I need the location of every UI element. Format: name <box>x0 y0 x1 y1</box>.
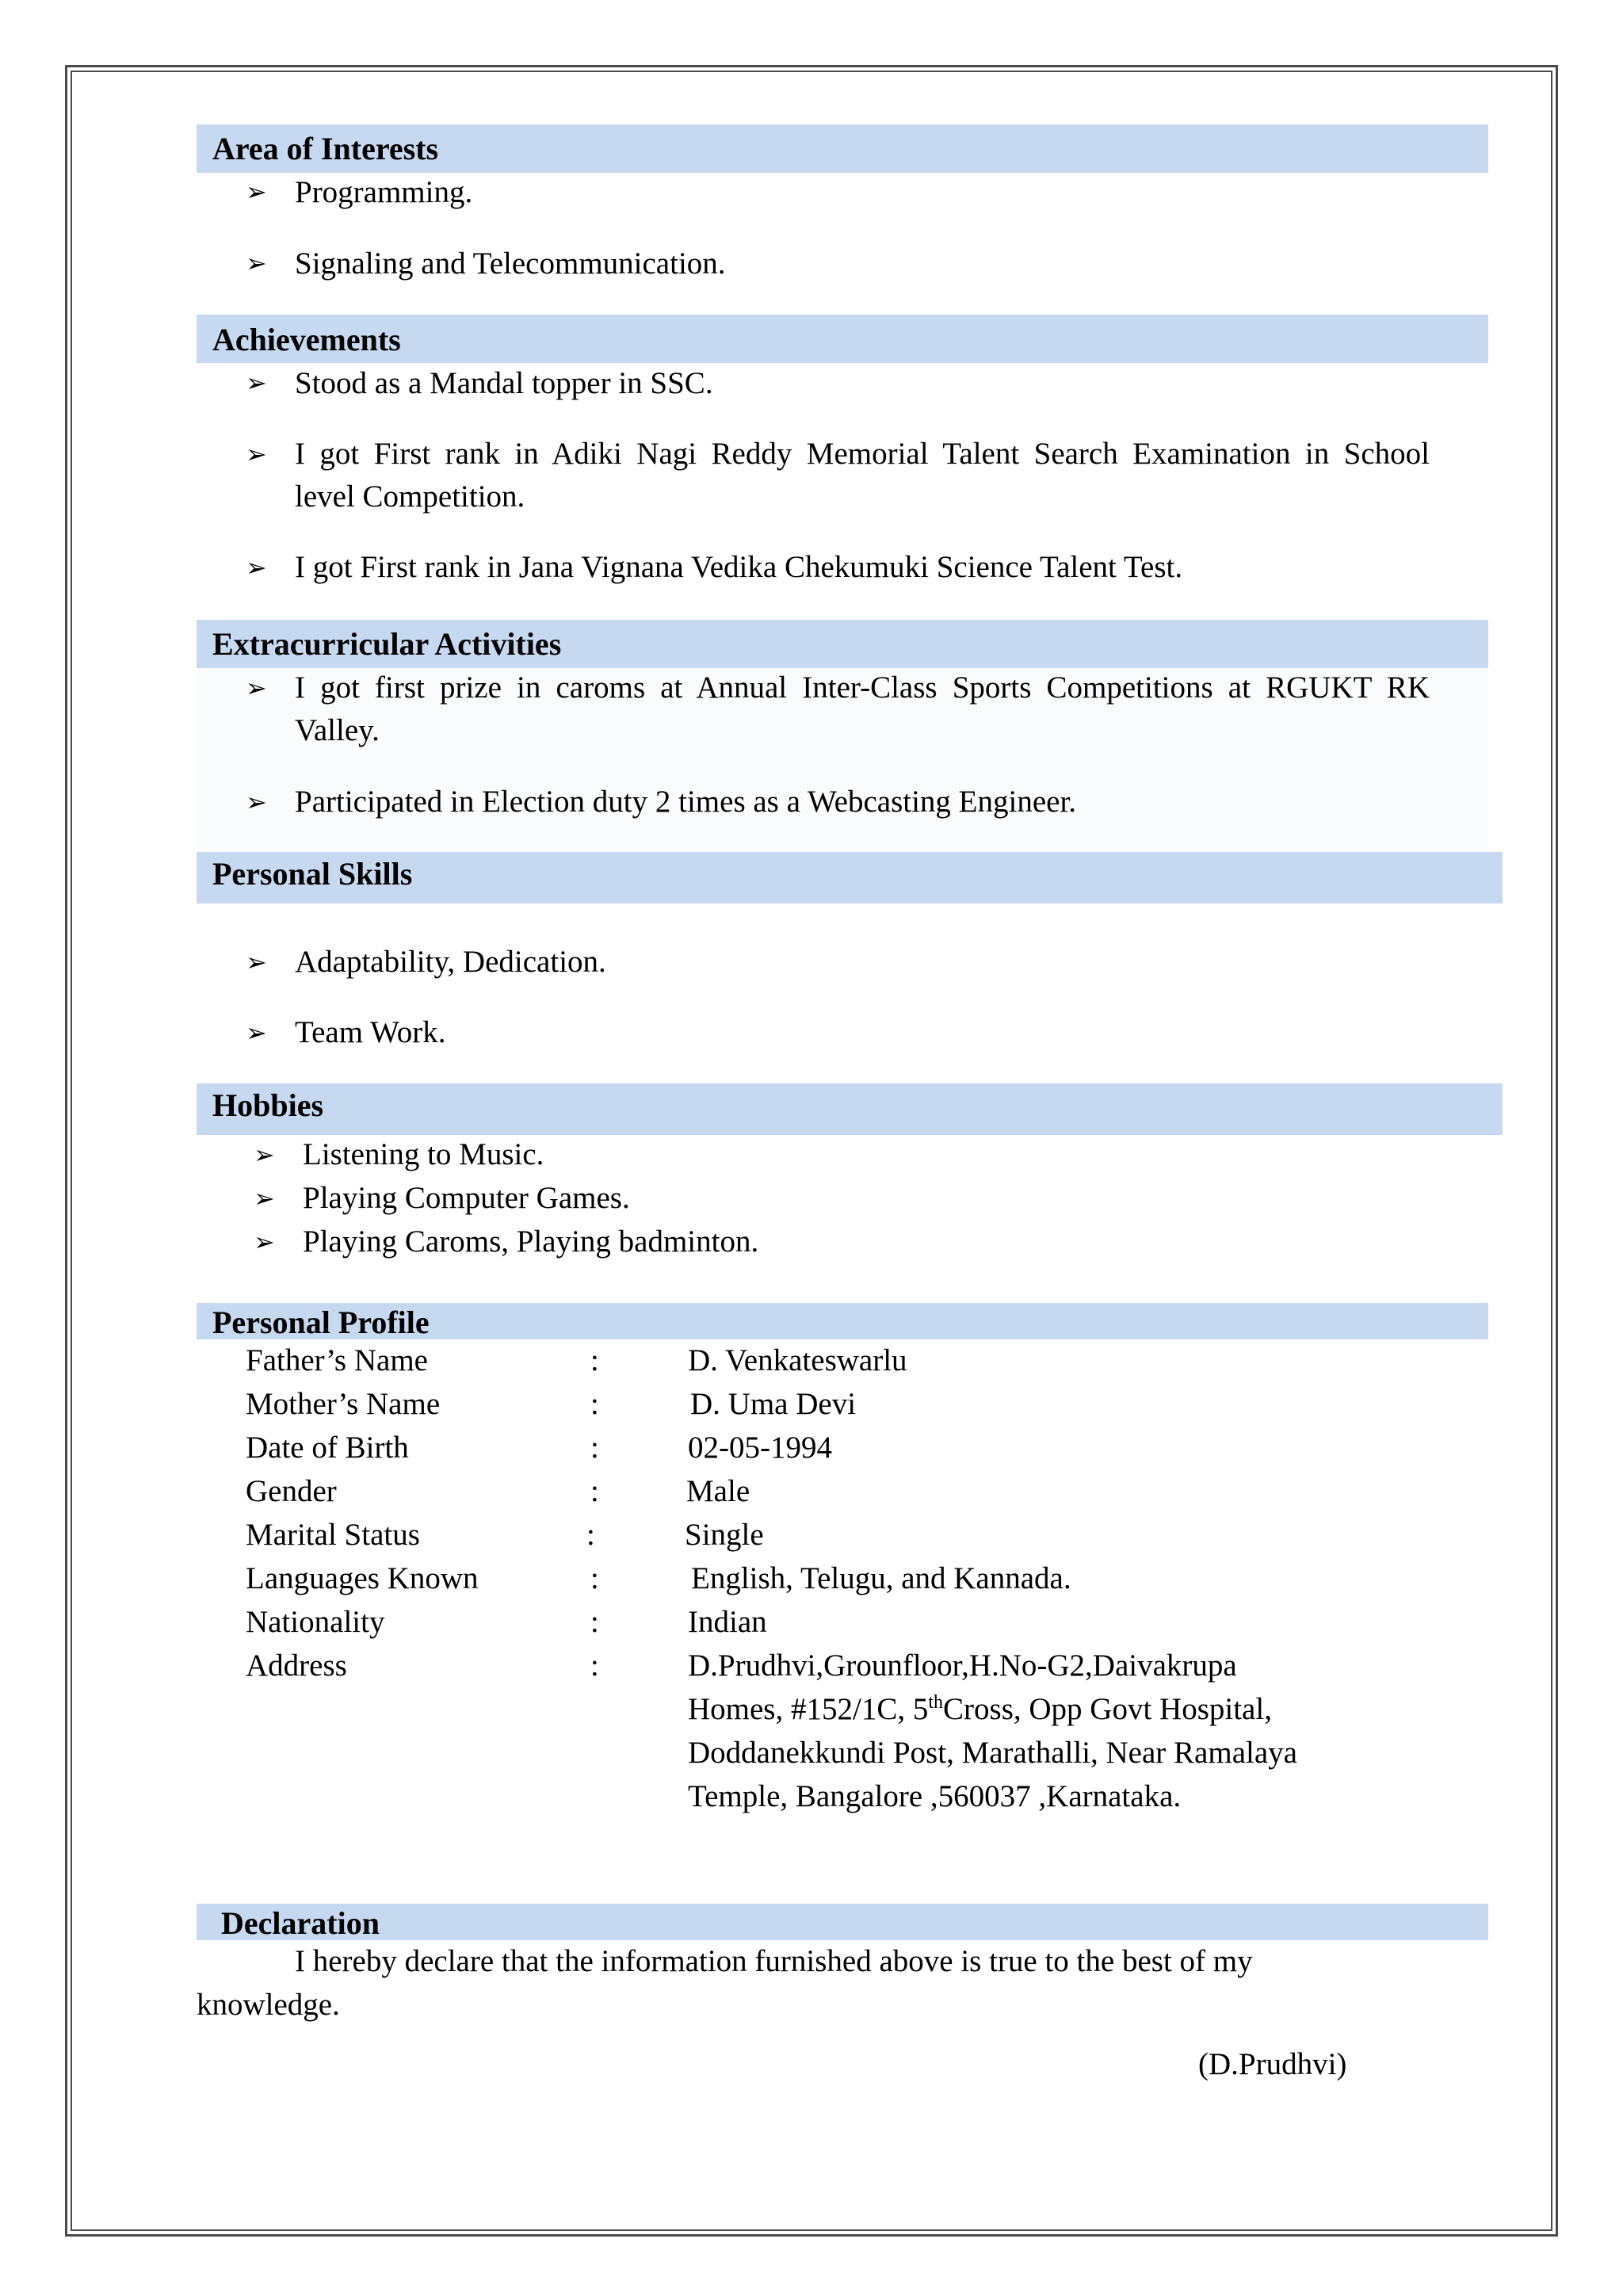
list-item: Team Work. <box>295 1015 446 1049</box>
profile-separator: : <box>586 1518 595 1552</box>
list-item-continuation: Valley. <box>295 713 380 747</box>
profile-separator: : <box>590 1561 599 1595</box>
profile-separator: : <box>590 1431 599 1465</box>
bullet-arrow-icon: ➢ <box>246 178 267 206</box>
address-text: Cross, Opp Govt Hospital, <box>943 1692 1272 1726</box>
profile-value: Male <box>686 1474 750 1508</box>
profile-label: Father’s Name <box>246 1343 428 1377</box>
list-item: Playing Computer Games. <box>303 1181 630 1215</box>
section-header-hobbies <box>197 1083 1503 1135</box>
profile-label: Mother’s Name <box>246 1387 441 1421</box>
signature: (D.Prudhvi) <box>1198 2047 1347 2081</box>
profile-value: Single <box>685 1518 764 1552</box>
profile-label: Address <box>246 1648 347 1683</box>
bullet-arrow-icon: ➢ <box>254 1140 275 1169</box>
profile-label: Languages Known <box>246 1561 479 1595</box>
address-line: Temple, Bangalore ,560037 ,Karnataka. <box>688 1779 1182 1813</box>
profile-value: D. Uma Devi <box>690 1387 857 1421</box>
profile-separator: : <box>590 1605 599 1639</box>
list-item: Programming. <box>295 175 473 209</box>
section-title-declaration: Declaration <box>221 1905 380 1941</box>
section-title-profile: Personal Profile <box>212 1305 430 1340</box>
profile-value: Indian <box>688 1605 767 1639</box>
list-item: I got first prize in caroms at Annual Inter-Class Sports Competitions at RGUKT RK <box>295 670 1430 705</box>
profile-value: D. Venkateswarlu <box>688 1343 907 1377</box>
bullet-arrow-icon: ➢ <box>246 249 267 277</box>
address-line <box>688 1694 1272 1725</box>
list-item: Playing Caroms, Playing badminton. <box>303 1224 759 1259</box>
bullet-arrow-icon: ➢ <box>246 948 267 976</box>
bullet-arrow-icon: ➢ <box>246 788 267 816</box>
declaration-text: I hereby declare that the information furnished above is true to the best of my <box>295 1944 1253 1978</box>
section-header-declaration <box>197 1904 1488 1940</box>
profile-value: English, Telugu, and Kannada. <box>691 1561 1071 1595</box>
bullet-arrow-icon: ➢ <box>246 1018 267 1047</box>
address-text: Homes, #152/1C, 5 <box>688 1692 929 1726</box>
profile-separator: : <box>590 1648 599 1683</box>
profile-value: 02-05-1994 <box>688 1431 832 1465</box>
bullet-arrow-icon: ➢ <box>246 369 267 397</box>
list-item: Participated in Election duty 2 times as a Webcasting Engineer. <box>295 785 1077 819</box>
list-item: Signaling and Telecommunication. <box>295 246 726 281</box>
list-item: I got First rank in Jana Vignana Vedika Chekumuki Science Talent Test. <box>295 550 1183 584</box>
bullet-arrow-icon: ➢ <box>246 553 267 582</box>
declaration-text-continuation: knowledge. <box>197 1988 340 2022</box>
section-title-interests: Area of Interests <box>212 131 439 166</box>
list-item-continuation: level Competition. <box>295 479 525 514</box>
bullet-arrow-icon: ➢ <box>246 674 267 702</box>
list-item: I got First rank in Adiki Nagi Reddy Memorial Talent Search Examination in School <box>295 437 1430 471</box>
bullet-arrow-icon: ➢ <box>254 1184 275 1213</box>
list-item: Adaptability, Dedication. <box>295 945 606 979</box>
address-superscript: th <box>928 1692 944 1713</box>
address-line: Doddanekkundi Post, Marathalli, Near Ramalaya <box>688 1736 1297 1770</box>
profile-label: Nationality <box>246 1605 385 1639</box>
section-title-skills: Personal Skills <box>212 856 413 892</box>
profile-separator: : <box>590 1343 599 1377</box>
section-title-extracurricular: Extracurricular Activities <box>212 626 562 662</box>
bullet-arrow-icon: ➢ <box>254 1228 275 1256</box>
profile-separator: : <box>590 1474 599 1508</box>
profile-label: Date of Birth <box>246 1431 409 1465</box>
bullet-arrow-icon: ➢ <box>246 440 267 468</box>
list-item: Stood as a Mandal topper in SSC. <box>295 366 713 400</box>
profile-separator: : <box>590 1387 599 1421</box>
list-item: Listening to Music. <box>303 1137 544 1171</box>
profile-label: Marital Status <box>246 1518 420 1552</box>
profile-value: D.Prudhvi,Grounfloor,H.No-G2,Daivakrupa <box>688 1648 1237 1683</box>
section-title-hobbies: Hobbies <box>212 1087 324 1123</box>
profile-label: Gender <box>246 1474 337 1508</box>
section-title-achievements: Achievements <box>212 322 401 357</box>
